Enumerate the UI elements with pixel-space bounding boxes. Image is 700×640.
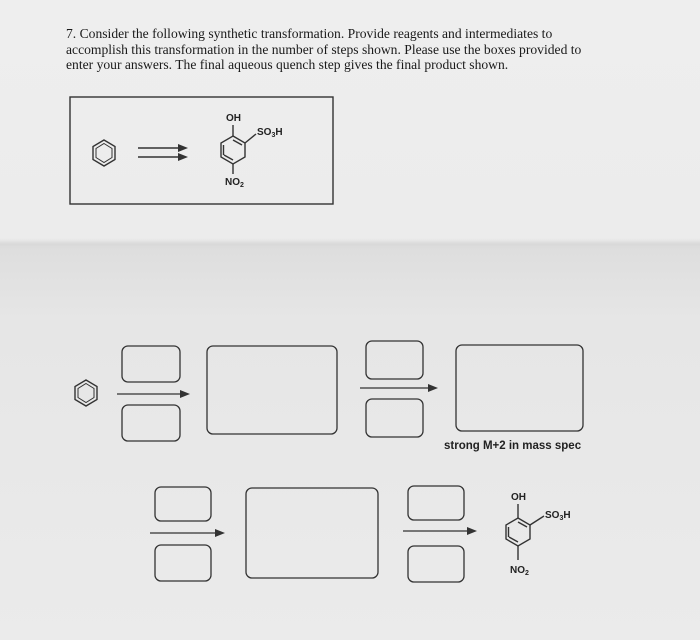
benzene-answer-start (75, 380, 97, 406)
reagent-box-2b[interactable] (366, 399, 423, 437)
transformation-frame (70, 97, 333, 204)
intermediate-box-2[interactable] (456, 345, 583, 431)
reaction-arrow-1 (117, 390, 190, 398)
intermediate-box-3[interactable] (246, 488, 378, 578)
product-so3h-label: $SO_3H$ (545, 510, 571, 522)
benzene-start (93, 140, 115, 166)
question-line-3: enter your answers. The final aqueous quench step gives the final product shown. (66, 57, 509, 72)
target-oh-label: OH (226, 113, 241, 124)
reagent-box-2a[interactable] (366, 341, 423, 379)
target-so3h-label: $SO_3H$ (257, 127, 283, 139)
reagent-box-3b[interactable] (155, 545, 211, 581)
question-line-2: accomplish this transformation in the number of steps shown. Please use the boxes provided to (66, 41, 582, 57)
target-molecule (221, 113, 283, 189)
reagent-box-1b[interactable] (122, 405, 180, 441)
reaction-arrow-2 (360, 384, 438, 392)
target-no2-label: $NO_2$ (225, 177, 244, 189)
product-oh-label: OH (511, 492, 526, 503)
multi-step-arrow (138, 144, 188, 161)
reaction-arrow-3 (150, 529, 225, 537)
reagent-box-3a[interactable] (155, 487, 211, 521)
intermediate-box-1[interactable] (207, 346, 337, 434)
final-product-molecule (506, 492, 571, 577)
mass-spec-note: strong M+2 in mass spec (444, 440, 582, 452)
reagent-box-1a[interactable] (122, 346, 180, 382)
product-no2-label: $NO_2$ (510, 565, 529, 577)
reagent-box-4b[interactable] (408, 546, 464, 582)
question-line-1: 7. Consider the following synthetic transformation. Provide reagents and intermediates to (66, 26, 553, 41)
reagent-box-4a[interactable] (408, 486, 464, 520)
reaction-arrow-4 (403, 527, 477, 535)
